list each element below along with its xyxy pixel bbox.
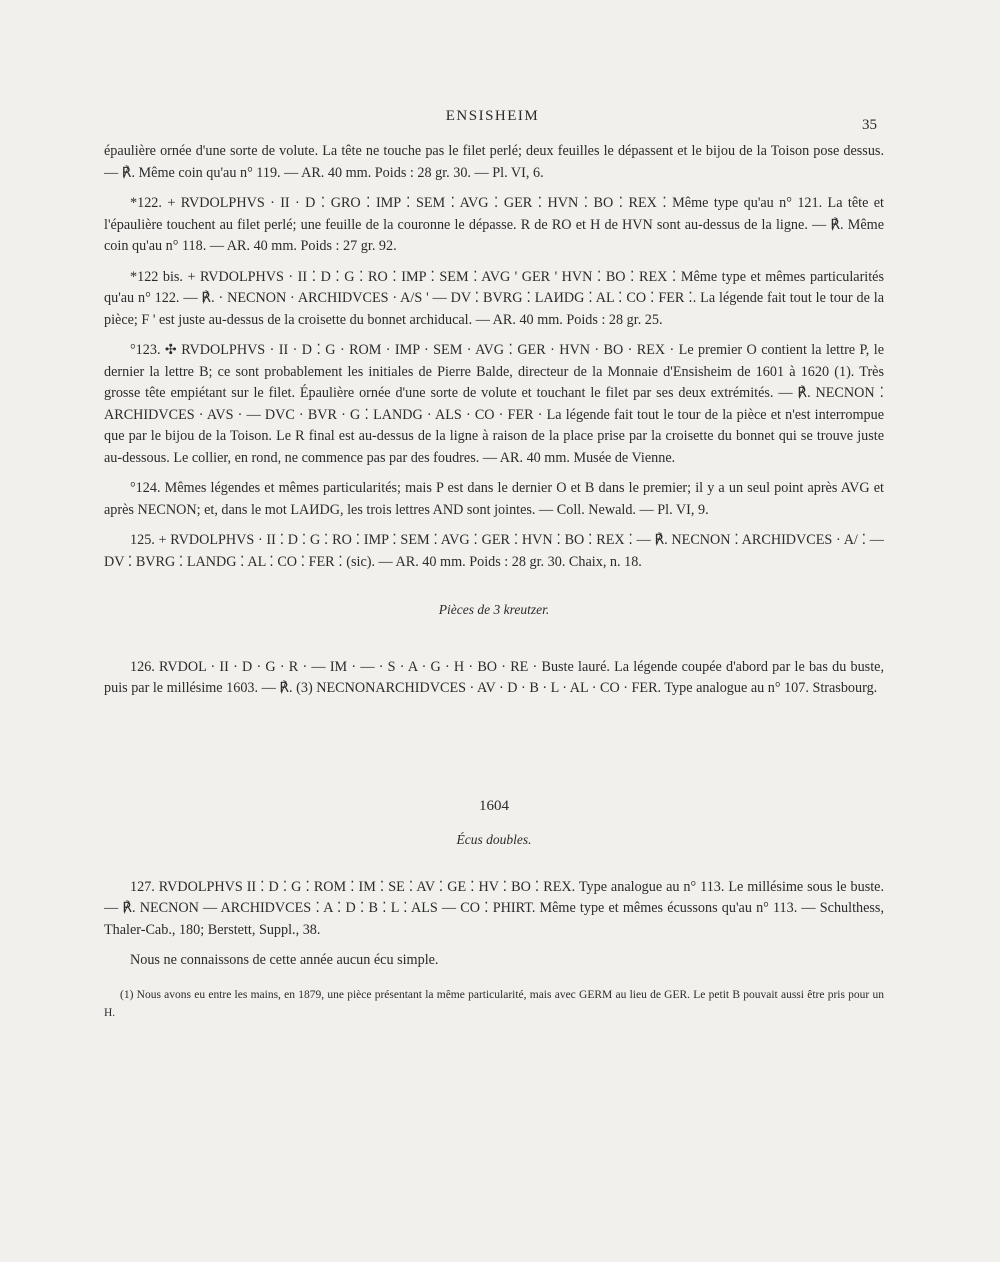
paragraph-124: °124. Mêmes légendes et mêmes particularités; mais P est dans le dernier O et B dans le premier; il y a un seul point après AVG et après NECNON; et, dans le mot LAИDG, les trois lettres AND sont jointes. — Coll. Newald. — Pl. VI, 9. bbox=[104, 480, 884, 518]
section-title-kreutzer: Pièces de 3 kreutzer. bbox=[438, 602, 550, 617]
body-text bbox=[104, 141, 884, 1033]
paragraph-126: 126. RVDOL · II · D · G · R · — IM · — · S · A · G · H · BO · RE · Buste lauré. La légende coupée d'abord par le bas du buste, puis par le millésime 1603. — ℟. (3) NECNONARCHIDVCES · AV · D · B · L · AL · CO · FER. Type analogue au n° 107. Strasbourg. bbox=[104, 658, 884, 696]
paragraph-122-bis: *122 bis. + RVDOLPHVS · II ⁚ D ⁚ G ⁚ RO ⁚ IMP ⁚ SEM ⁚ AVG ' GER ' HVN ⁚ BO ⁚ REX ⁚ Même type et mêmes particularités qu'au n° 122. — ℟. · NECNON · ARCHIDVCES · A/S ' — DV ⁚ BVRG ⁚ LAИDG ⁚ AL ⁚ CO ⁚ FER ⁚. La légende fait tout le tour de la pièce; F ' est juste au-dessus de la croisette du bonnet archiducal. — AR. 40 mm. Poids : 28 gr. 25. bbox=[104, 268, 884, 328]
running-header: ENSISHEIM bbox=[445, 108, 540, 124]
section-title-ecus-doubles: Écus doubles. bbox=[456, 832, 532, 847]
year-heading: 1604 bbox=[479, 797, 509, 814]
paragraph-continuation: épaulière ornée d'une sorte de volute. La tête ne touche pas le filet perlé; deux feuilles le dépassent et le bijou de la Toison pose dessus. — ℟. Même coin qu'au n° 119. — AR. 40 mm. Poids : 28 gr. 30. — Pl. VI, 6. bbox=[104, 143, 884, 181]
page-number: 35 bbox=[862, 117, 877, 133]
paragraph-123: °123. ✣ RVDOLPHVS · II · D ⁚ G · ROM · IMP · SEM · AVG ⁚ GER · HVN · BO · REX · Le premier O contient la lettre P, le dernier la lettre B; ce sont probablement les initiales de Pierre Balde, directeur de la Monnaie d'Ensisheim de 1601 à 1620 (1). Très grosse tête empiétant sur le filet. Épaulière ornée d'une sorte de volute et touchant le filet par ses deux extrémités. — ℟. NECNON ⁚ ARCHIDVCES · AVS · — DVC · BVR · G ⁚ LANDG · ALS · CO · FER · La légende fait tout le tour de la pièce et n'est interrompue que par le bijou de la Toison. Le R final est au-dessus de la ligne à raison de la place prise par la croisette du bonnet qui se trouve juste au-dessous. Le collier, en rond, ne commence pas par des foudres. — AR. 40 mm. Musée de Vienne. bbox=[104, 342, 884, 466]
paragraph-125: 125. + RVDOLPHVS · II ⁚ D ⁚ G ⁚ RO ⁚ IMP ⁚ SEM ⁚ AVG ⁚ GER ⁚ HVN ⁚ BO ⁚ REX ⁚ — ℟. NECNON ⁚ ARCHIDVCES · A/ ⁚ — DV ⁚ BVRG ⁚ LANDG ⁚ AL ⁚ CO ⁚ FER ⁚ (sic). — AR. 40 mm. Poids : 28 gr. 30. Chaix, n. 18. bbox=[104, 532, 884, 570]
footnote: (1) Nous avons eu entre les mains, en 1879, une pièce présentant la même particularité, mais avec GERM au lieu de GER. Le petit B pouvait aussi être pris pour un H. bbox=[104, 988, 884, 1019]
paragraph-simple-ecu: Nous ne connaissons de cette année aucun écu simple. bbox=[130, 952, 439, 968]
paragraph-127: 127. RVDOLPHVS II ⁚ D ⁚ G ⁚ ROM ⁚ IM ⁚ SE ⁚ AV ⁚ GE ⁚ HV ⁚ BO ⁚ REX. Type analogue au n° 113. Le millésime sous le buste. — ℟. NECNON — ARCHIDVCES ⁚ A ⁚ D ⁚ B ⁚ L ⁚ ALS — CO ⁚ PHIRT. Même type et mêmes écussons qu'au n° 113. — Schulthess, Thaler-Cab., 180; Berstett, Suppl., 38. bbox=[104, 878, 884, 938]
paragraph-122: *122. + RVDOLPHVS · II · D ⁚ GRO ⁚ IMP ⁚ SEM ⁚ AVG ⁚ GER ⁚ HVN ⁚ BO ⁚ REX ⁚ Même type qu'au n° 121. La tête et l'épaulière touchent au filet perlé; une feuille de la couronne le dépasse. R de RO et H de HVN sont au-dessus de la ligne. — ℟. Même coin qu'au n° 118. — AR. 40 mm. Poids : 27 gr. 92. bbox=[104, 195, 884, 254]
